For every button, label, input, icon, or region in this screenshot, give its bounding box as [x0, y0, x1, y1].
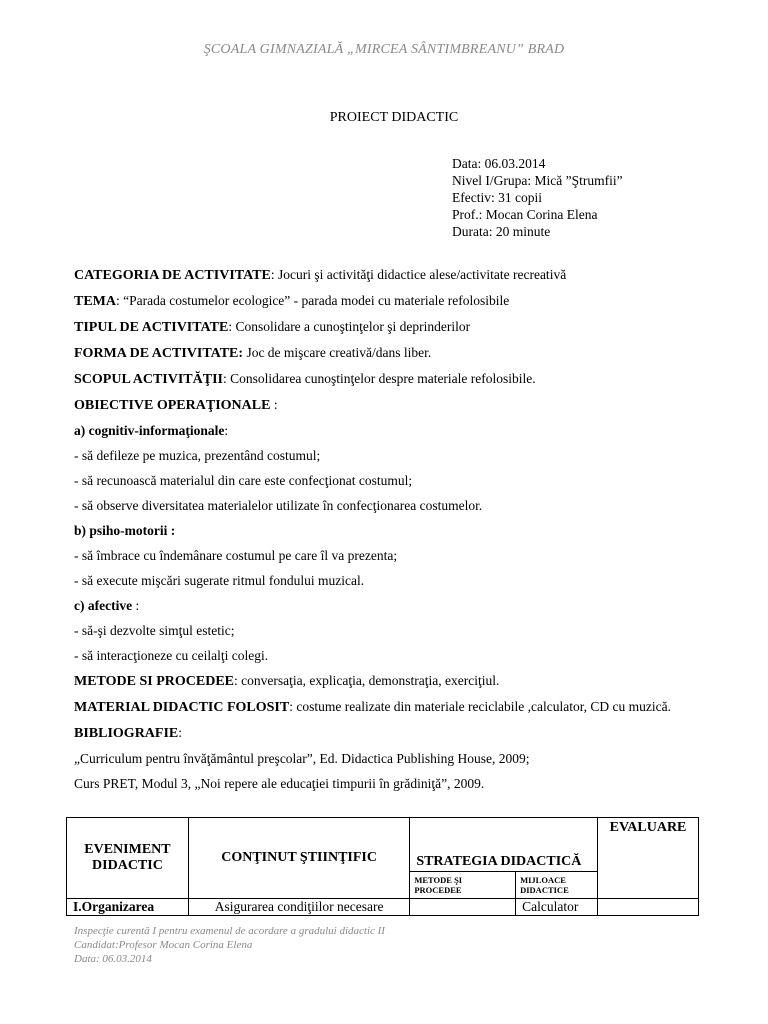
sub-mijloace: MIJLOACE DIDACTICE: [516, 872, 598, 899]
col-eveniment: EVENIMENT DIDACTIC: [67, 818, 189, 899]
lesson-body: [74, 262, 700, 796]
section-obiective: OBIECTIVE OPERAŢIONALE :: [74, 397, 278, 413]
list-item: - să interacţioneze cu ceilalţi colegi.: [74, 648, 269, 663]
row-mijloace: Calculator: [516, 899, 598, 916]
document-title: PROIECT DIDACTIC: [329, 110, 459, 125]
lesson-meta: [452, 155, 623, 240]
meta-date: Data: 06.03.2014: [452, 156, 546, 171]
list-item: - să observe diversitatea materialelor utilizate în confecţionarea costumelor.: [74, 498, 483, 513]
list-item: - să execute mişcări sugerate ritmul fondului muzical.: [74, 573, 365, 588]
row-eveniment: I.Organizarea: [67, 899, 189, 916]
subsection-cognitiv: a) cognitiv-informaţionale:: [74, 423, 229, 438]
school-header: ŞCOALA GIMNAZIALĂ „MIRCEA SÂNTIMBREANU” BRAD: [203, 42, 565, 57]
meta-duration: Durata: 20 minute: [452, 224, 551, 239]
footer-line: Inspecţie curentă I pentru examenul de acordare a gradului didactic II: [74, 925, 385, 937]
bibliography-item: Curs PRET, Modul 3, „Noi repere ale educaţiei timpurii în grădiniţă”, 2009.: [74, 776, 485, 791]
section-tipul: TIPUL DE ACTIVITATE: Consolidare a cunoştinţelor şi deprinderilor: [74, 319, 471, 335]
subsection-afective: c) afective :: [74, 598, 140, 613]
section-material: MATERIAL DIDACTIC FOLOSIT: costume realizate din materiale reciclabile ,calculator, CD cu muzică.: [74, 699, 672, 715]
col-strategia: STRATEGIA DIDACTICĂ: [410, 818, 598, 872]
section-metode: METODE SI PROCEDEE: conversaţia, explicaţia, demonstraţia, exerciţiul.: [74, 673, 500, 689]
col-continut: CONŢINUT ŞTIINŢIFIC: [188, 818, 409, 899]
section-categoria: CATEGORIA DE ACTIVITATE: Jocuri şi activităţi didactice alese/activitate recreativă: [74, 267, 567, 283]
section-scopul: SCOPUL ACTIVITĂŢII: Consolidarea cunoştinţelor despre materiale refolosibile.: [74, 371, 536, 387]
row-continut: Asigurarea condiţiilor necesare: [188, 899, 409, 916]
list-item: - să defileze pe muzica, prezentând costumul;: [74, 448, 321, 463]
bibliography-item: „Curriculum pentru învăţământul preşcolar”, Ed. Didactica Publishing House, 2009;: [74, 751, 530, 766]
row-metode: [410, 899, 516, 916]
footer-line: Data: 06.03.2014: [74, 953, 152, 965]
col-evaluare: EVALUARE: [598, 818, 699, 899]
list-item: - să îmbrace cu îndemânare costumul pe care îl va prezenta;: [74, 548, 398, 563]
lesson-plan-table: [66, 817, 699, 916]
sub-metode: METODE ŞI PROCEDEE: [410, 872, 516, 899]
row-evaluare: [598, 899, 699, 916]
list-item: - să recunoască materialul din care este confecţionat costumul;: [74, 473, 413, 488]
section-bibliografie: BIBLIOGRAFIE:: [74, 725, 183, 741]
meta-level: Nivel I/Grupa: Mică ”Ştrumfii”: [452, 173, 623, 188]
list-item: - să-şi dezvolte simţul estetic;: [74, 623, 235, 638]
page-footer: [74, 924, 385, 966]
table-row: [67, 899, 699, 916]
subsection-psihomotorii: b) psiho-motorii :: [74, 523, 176, 538]
footer-line: Candidat:Profesor Mocan Corina Elena: [74, 939, 253, 951]
meta-teacher: Prof.: Mocan Corina Elena: [452, 207, 598, 222]
section-tema: TEMA: “Parada costumelor ecologice” - parada modei cu materiale refolosibile: [74, 293, 510, 309]
section-forma: FORMA DE ACTIVITATE: Joc de mişcare creativă/dans liber.: [74, 345, 432, 361]
meta-count: Efectiv: 31 copii: [452, 190, 542, 205]
